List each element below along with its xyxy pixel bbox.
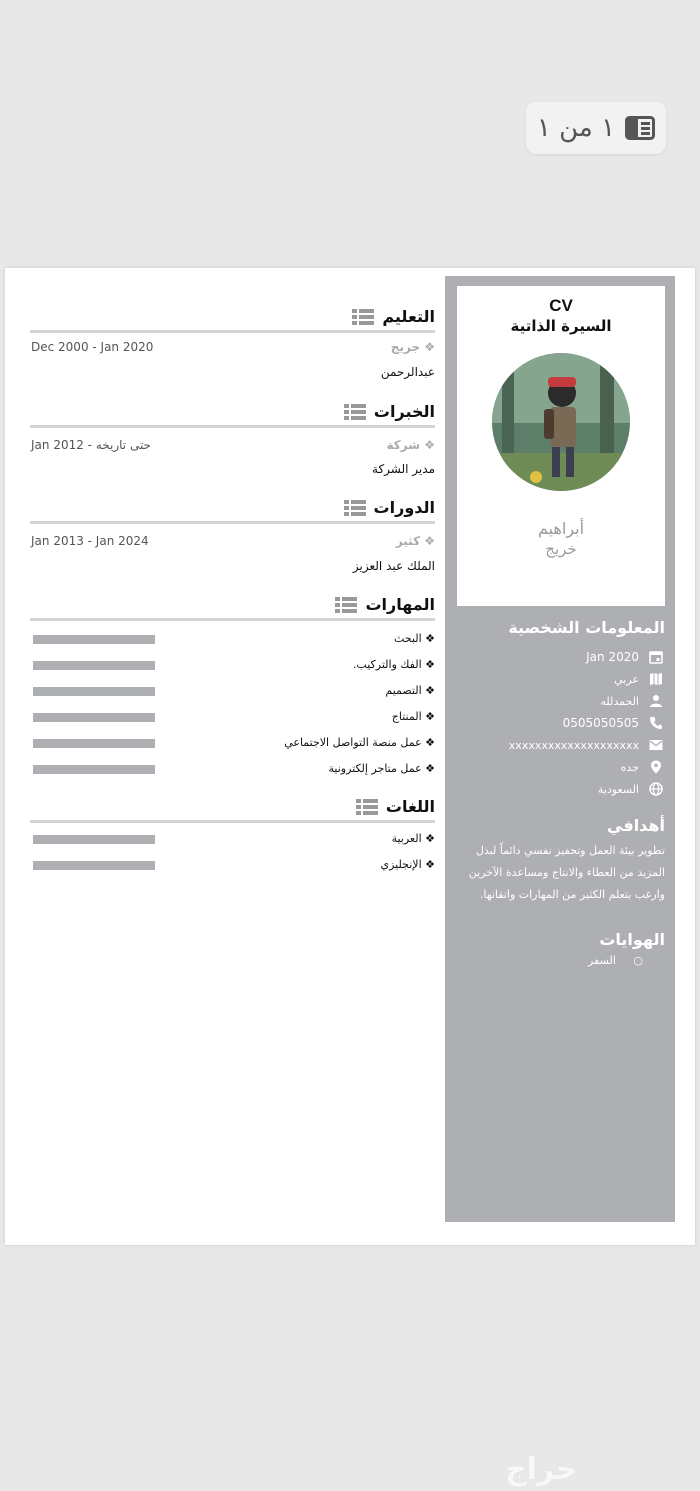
cv-subtitle: السيرة الذاتية <box>510 317 612 335</box>
map-icon <box>649 672 663 686</box>
info-row-email <box>445 734 675 756</box>
section-title: الدورات <box>373 498 435 517</box>
info-row-nationality <box>445 668 675 690</box>
skill-row <box>30 684 435 698</box>
list-icon <box>344 500 366 516</box>
page-indicator-label: ١ من ١ <box>536 113 616 143</box>
info-value: الحمدلله <box>600 694 639 708</box>
list-icon <box>335 597 357 613</box>
list-icon <box>356 799 378 815</box>
calendar-icon <box>649 650 663 664</box>
skill-bar <box>33 635 155 644</box>
cv-page <box>5 268 695 1245</box>
watermark-logo: حراج <box>505 1452 578 1487</box>
skill-bar <box>33 713 155 722</box>
skill-name: ❖ المنتاج <box>391 710 435 723</box>
section-languages-heading <box>30 790 435 823</box>
section-title: المهارات <box>365 595 435 614</box>
goals-text: تطوير بيئة العمل وتحفيز نفسي دائماً لبذل المزيد من العطاء والانتاج ومساعدة الآخرين وارغب بتعلم الكثير من المهارات واتقانها. <box>468 844 665 901</box>
info-row-city <box>445 756 675 778</box>
section-skills-heading <box>30 588 435 621</box>
person-icon <box>649 694 663 708</box>
person-name: أبراهيم <box>537 519 585 538</box>
info-row-phone <box>445 712 675 734</box>
skill-name: ❖ الفك والتركيب. <box>352 658 435 671</box>
skill-bar <box>33 765 155 774</box>
entry-detail: الملك عبد العزيز <box>352 559 435 573</box>
info-value: 0505050505 <box>562 716 639 730</box>
location-pin-icon <box>649 760 663 774</box>
entry-detail: عبدالرحمن <box>380 365 435 379</box>
courses-entry <box>30 534 435 550</box>
hobby-bullet: ○ <box>633 954 643 967</box>
page-indicator[interactable] <box>526 102 666 154</box>
list-icon <box>352 309 374 325</box>
skill-row <box>30 710 435 724</box>
entry-tag: ❖ شركة <box>386 438 435 452</box>
globe-icon <box>649 782 663 796</box>
entry-tag: ❖ جريج <box>390 340 435 354</box>
section-education-heading <box>30 300 435 333</box>
profile-card <box>457 286 665 606</box>
section-title: الخبرات <box>373 402 435 421</box>
entry-date: Dec 2000 - Jan 2020 <box>31 340 154 354</box>
language-name: ❖ الإنجليزي <box>380 858 435 871</box>
skill-bar <box>33 687 155 696</box>
info-value: السعودية <box>597 782 639 796</box>
skill-name: ❖ البحث <box>394 632 435 645</box>
cv-title: CV <box>549 296 573 315</box>
info-row-country <box>445 778 675 800</box>
info-value: عربي <box>614 672 639 686</box>
section-courses-heading <box>30 491 435 524</box>
experience-entry <box>30 438 435 454</box>
skill-name: ❖ عمل متاجر إلكترونية <box>328 762 435 775</box>
list-icon <box>344 404 366 420</box>
entry-detail: مدير الشركة <box>372 462 435 476</box>
language-bar <box>33 861 155 870</box>
info-value: Jan 2020 <box>586 650 639 664</box>
phone-icon <box>649 716 663 730</box>
person-status: خريج <box>545 540 577 558</box>
hobby-item <box>588 954 643 967</box>
language-row <box>30 858 435 872</box>
entry-date: Jan 2012 - حتى تاريخه <box>31 438 151 452</box>
language-row <box>30 832 435 846</box>
info-value: جده <box>620 760 639 774</box>
language-name: ❖ العربية <box>391 832 435 845</box>
email-icon <box>649 738 663 752</box>
entry-date: Jan 2013 - Jan 2024 <box>31 534 149 548</box>
skill-row <box>30 658 435 672</box>
skill-row <box>30 762 435 776</box>
section-title: اللغات <box>385 797 435 816</box>
skill-bar <box>33 661 155 670</box>
section-experience-heading <box>30 395 435 428</box>
skill-row <box>30 632 435 646</box>
book-open-icon <box>625 116 655 140</box>
personal-info-heading: المعلومات الشخصية <box>508 618 665 637</box>
avatar <box>492 353 630 491</box>
info-row-birthdate <box>445 646 675 668</box>
hobby-label: السفر <box>588 954 616 967</box>
info-value: xxxxxxxxxxxxxxxxxxxx <box>508 738 639 752</box>
skill-bar <box>33 739 155 748</box>
sidebar <box>445 276 675 1222</box>
skill-name: ❖ عمل منصة التواصل الاجتماعي <box>284 736 435 749</box>
entry-tag: ❖ كثير <box>395 534 435 548</box>
skill-row <box>30 736 435 750</box>
language-bar <box>33 835 155 844</box>
personal-info-list <box>445 646 675 800</box>
skill-name: ❖ التصميم <box>385 684 435 697</box>
goals-heading: أهدافي <box>607 816 665 835</box>
education-entry <box>30 340 435 356</box>
info-row-religion <box>445 690 675 712</box>
hobbies-heading: الهوايات <box>599 930 665 949</box>
section-title: التعليم <box>382 307 435 326</box>
